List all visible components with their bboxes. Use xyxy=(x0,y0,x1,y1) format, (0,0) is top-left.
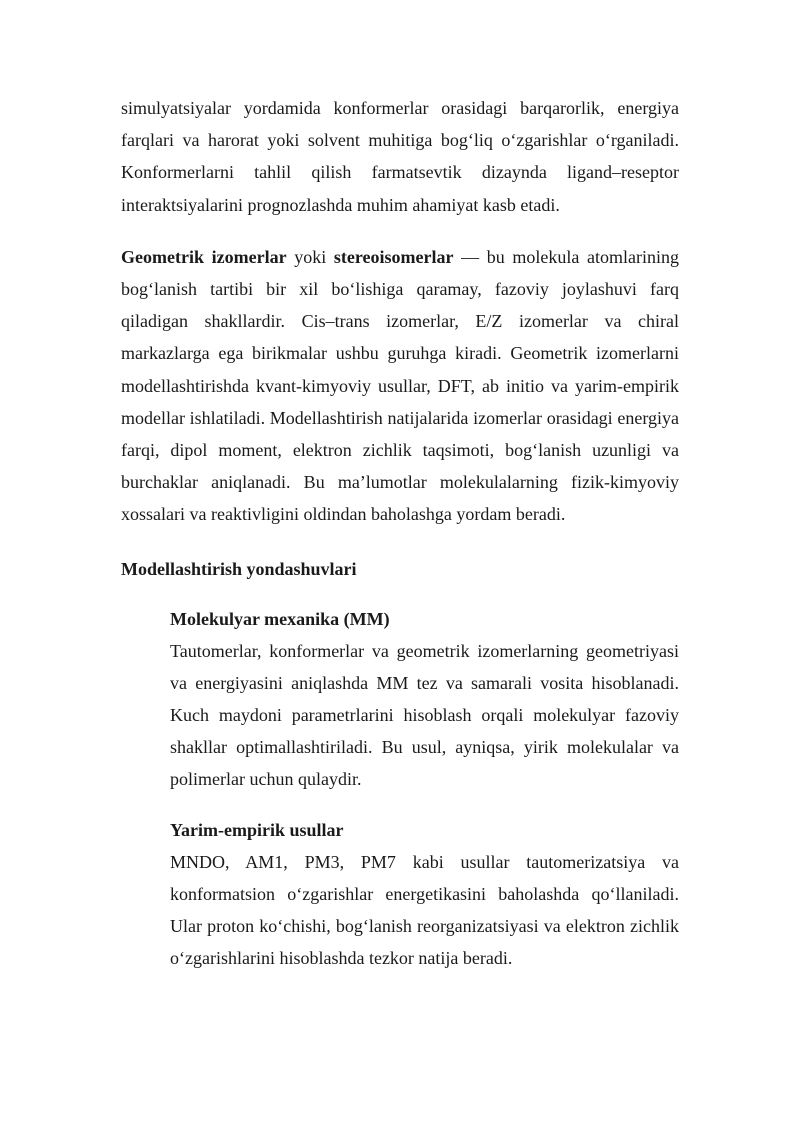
subsection-semi-empirical xyxy=(170,814,679,975)
term-geometric-isomers: Geometrik izomerlar xyxy=(121,246,287,267)
section-heading: Modellashtirish yondashuvlari xyxy=(121,558,357,579)
paragraph-connector: yoki xyxy=(286,246,334,267)
paragraph-geometric-isomers xyxy=(121,241,679,531)
paragraph-body: — bu molekula atomlarining bog‘lanish tartibi bir xil bo‘lishiga qaramay, fazoviy joylashuvi farq qiladigan shakllardir. Cis–trans izomerlar, E/Z izomerlar va chiral markazlarga ega birikmalar ushbu guruhga kiradi. Geometrik izomerlarni modellashtirishda kvant-kimyoviy usullar, DFT, ab initio va yarim-empirik modellar ishlatiladi. Modellashtirish natijalarida izomerlar orasidagi energiya farqi, dipol moment, elektron zichlik taqsimoti, bog‘lanish uzunligi va burchaklar aniqlanadi. Bu ma’lumotlar molekulalarning fizik-kimyoviy xossalari va reaktivligini oldindan baholashga yordam beradi. xyxy=(121,246,679,525)
subsection-body: MNDO, AM1, PM3, PM7 kabi usullar tautomerizatsiya va konformatsion o‘zgarishlar energetikasini baholashda qo‘llaniladi. Ular proton ko‘chishi, bog‘lanish reorganizatsiyasi va elektron zichlik o‘zgarishlarini hisoblashda tezkor natija beradi. xyxy=(170,851,679,969)
paragraph-conformers: simulyatsiyalar yordamida konformerlar orasidagi barqarorlik, energiya farqlari va harorat yoki solvent muhitiga bog‘liq o‘zgarishlar o‘rganiladi. Konformerlarni tahlil qilish farmatsevtik dizaynda ligand–reseptor interaktsiyalarini prognozlashda muhim ahamiyat kasb etadi. xyxy=(121,98,679,215)
term-stereoisomers: stereoisomerlar xyxy=(333,246,454,267)
subsection-body: Tautomerlar, konformerlar va geometrik izomerlarning geometriyasi va energiyasini aniqlashda MM tez va samarali vosita hisoblanadi. Kuch maydoni parametrlarini hisoblash orqali molekulyar fazoviy shakllar optimallashtiriladi. Bu usul, ayniqsa, yirik molekulalar va polimerlar uchun qulaydir. xyxy=(170,640,679,790)
subsection-title: Yarim-empirik usullar xyxy=(170,819,344,840)
document-page xyxy=(121,92,679,974)
subsection-title: Molekulyar mexanika (MM) xyxy=(170,608,390,629)
subsection-molecular-mechanics xyxy=(170,603,679,796)
